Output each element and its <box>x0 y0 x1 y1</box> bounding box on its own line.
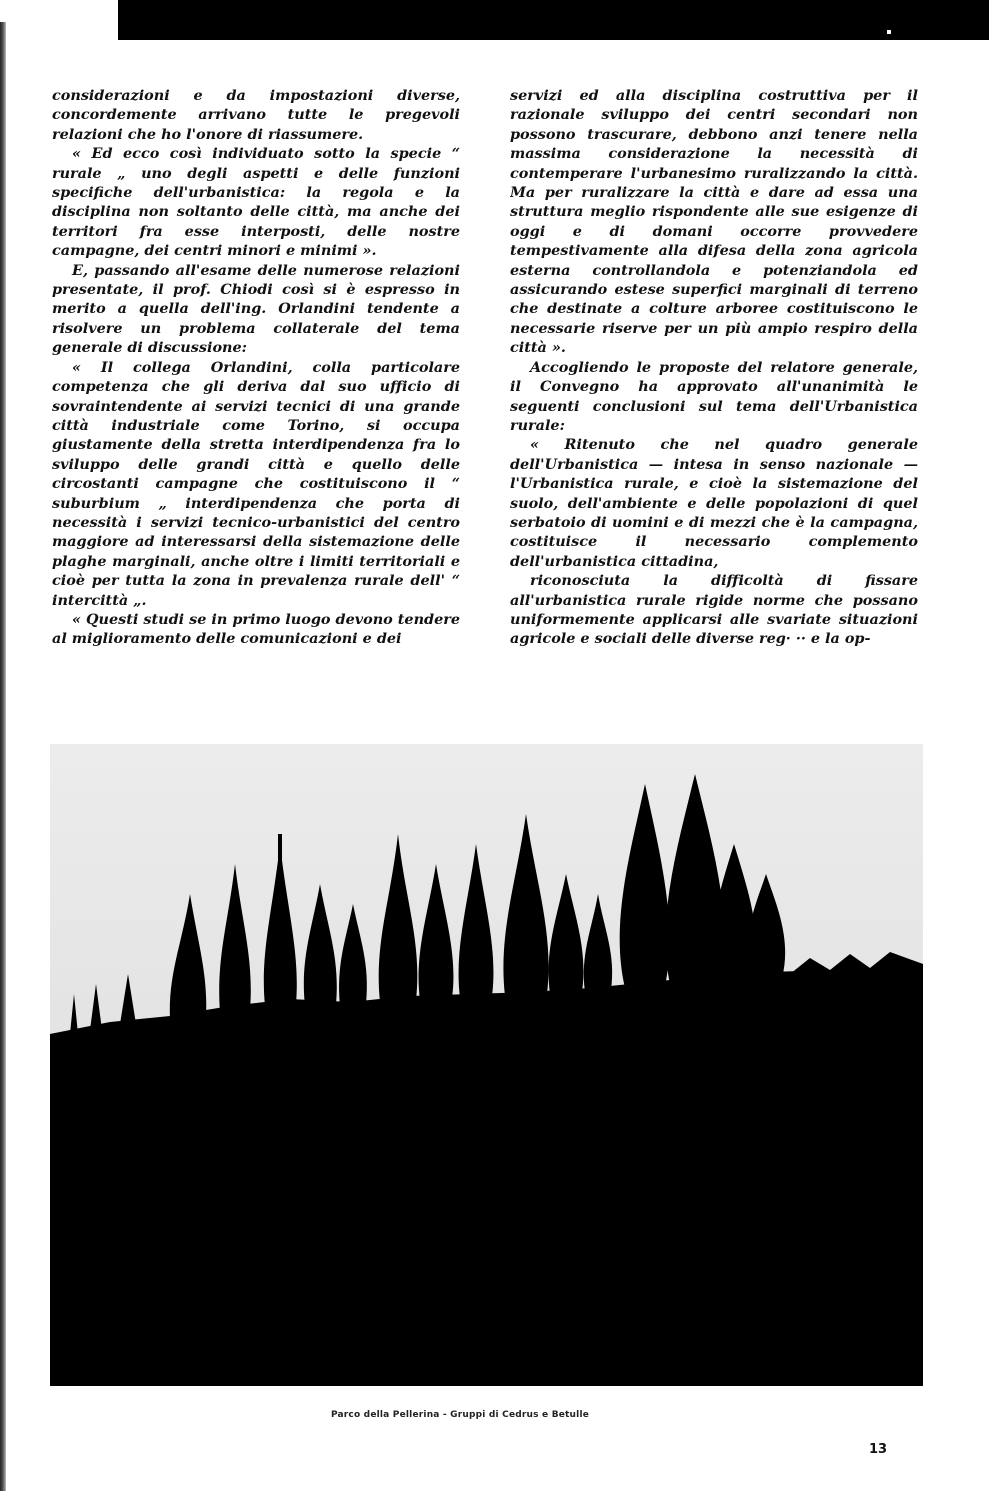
page-number: 13 <box>868 1442 888 1457</box>
photo-caption: Parco della Pellerina - Gruppi di Cedrus e Betulle <box>330 1410 590 1420</box>
paragraph: « Questi studi se in primo luogo devono tendere al miglioramento delle comunicazioni e dei <box>52 610 460 648</box>
paragraph: servizi ed alla disciplina costruttiva per il razionale sviluppo dei centri secondari non possono trascurare, debbono anzi tenere nella massima considerazione la necessità di contemperare l'urbanesimo ruralizzando la città. Ma per ruralizzare la città e dare ad essa una struttura meglio rispondente alle sue esigenze di oggi e di domani occorre provvedere tempestivamente alla difesa della zona agricola esterna controllandola e potenziandola ed assicurando estese superfici marginali di terreno che destinate a colture arboree costituiscono le necessarie riserve per un più ampio respiro della città ». <box>510 87 918 357</box>
tree-silhouette-image <box>50 744 923 1386</box>
paragraph: riconosciuta la difficoltà di fissare all'urbanistica rurale rigide norme che possano uniformemente applicarsi alle svariate situazioni agricole e sociali delle diverse reg· ·· e la op- <box>510 572 918 648</box>
text-column-right <box>510 86 918 726</box>
paragraph: « Il collega Orlandini, colla particolare competenza che gli deriva dal suo ufficio di sovraintendente ai servizi tecnici di una grande città industriale come Torino, si occupa giustamente della stretta interdipendenza fra lo sviluppo delle grandi città e quello delle circostanti campagne che costituiscono il “ suburbium „ interdipendenza che porta di necessità i servizi tecnico-urbanistici del centro maggiore ad interessarsi della sistemazione delle plaghe marginali, anche oltre i limiti territoriali e cioè per tutta la zona in prevalenza rurale dell' “ intercittà „. <box>52 358 460 609</box>
paragraph: « Ritenuto che nel quadro generale dell'Urbanistica — intesa in senso nazionale — l'Urbanistica rurale, e cioè la sistemazione del suolo, dell'ambiente e delle popolazioni di quel serbatoio di uomini e di mezzi che è la campagna, costituisce il necessario complemento dell'urbanistica cittadina, <box>510 436 918 570</box>
paragraph: « Ed ecco così individuato sotto la specie “ rurale „ uno degli aspetti e delle funzioni specifiche dell'urbanistica: la regola e la disciplina non soltanto delle città, ma anche dei territori fra esse interposti, delle nostre campagne, dei centri minori e minimi ». <box>52 145 460 260</box>
paragraph: E, passando all'esame delle numerose relazioni presentate, il prof. Chiodi così si è espresso in merito a quella dell'ing. Orlandini tendente a risolvere un problema collaterale del tema generale di discussione: <box>52 261 460 357</box>
scan-top-edge <box>118 0 989 40</box>
landscape-photo <box>50 744 923 1386</box>
page-top-margin <box>0 0 118 22</box>
text-column-left <box>52 86 460 726</box>
paragraph: considerazioni e da impostazioni diverse, concordemente arrivano tutte le pregevoli relazioni che ho l'onore di riassumere. <box>52 87 460 143</box>
paragraph: Accogliendo le proposte del relatore generale, il Convegno ha approvato all'unanimità le seguenti conclusioni sul tema dell'Urbanistica rurale: <box>510 358 918 434</box>
scan-left-edge <box>0 22 6 1491</box>
